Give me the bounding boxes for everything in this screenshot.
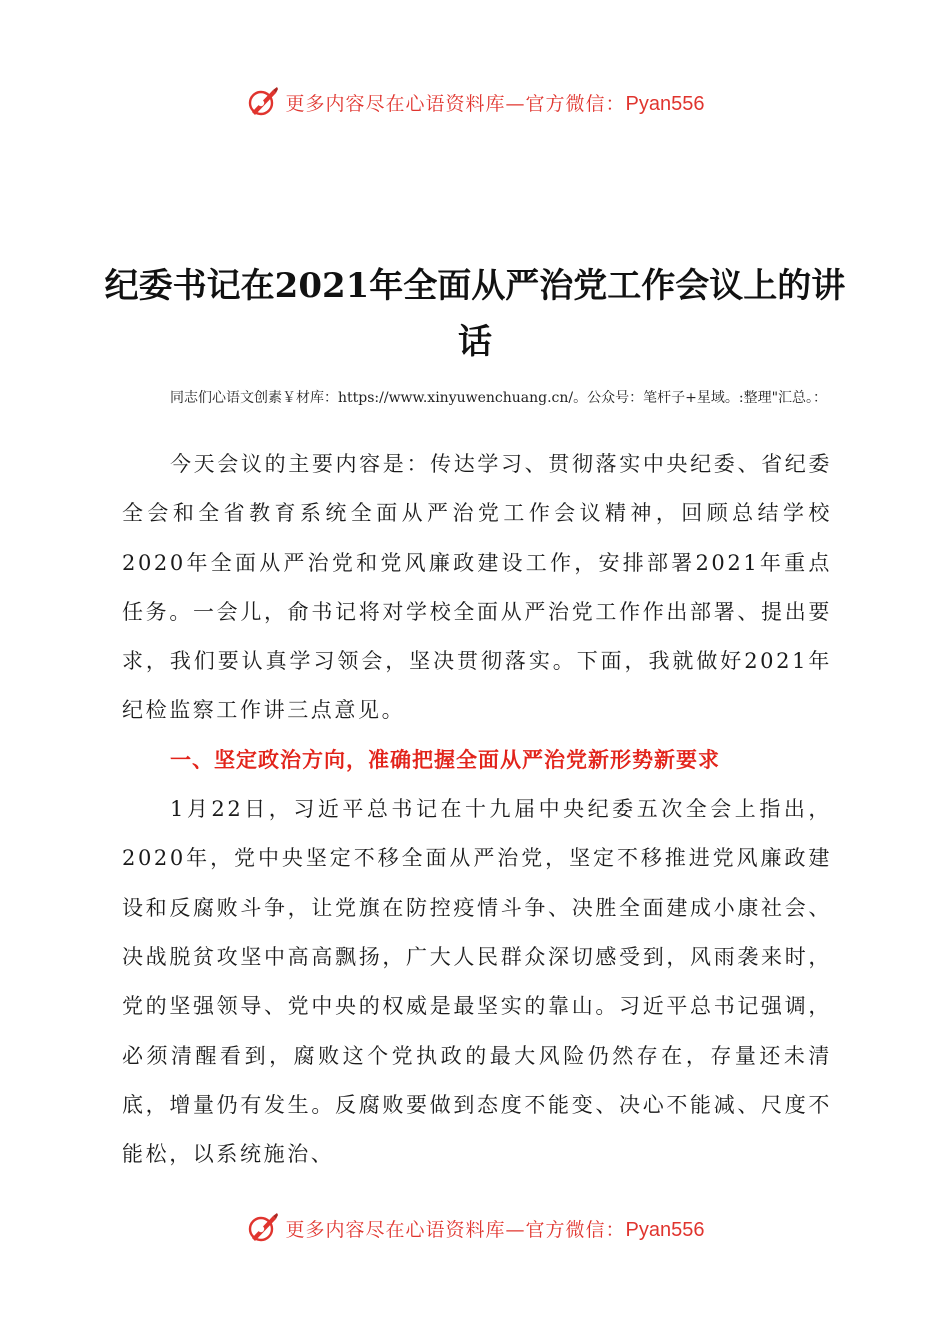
watermark-text: 更多内容尽在心语资料库—官方微信：Pyan556: [285, 1218, 705, 1241]
wechat-id: Pyan556: [625, 1218, 705, 1241]
watermark-text: 更多内容尽在心语资料库—官方微信：Pyan556: [285, 92, 705, 115]
document-title: 纪委书记在2021年全面从严治党工作会议上的讲话: [104, 266, 846, 362]
pen-logo-icon: [246, 85, 280, 119]
watermark-banner-bottom: [0, 1208, 950, 1248]
watermark-banner-top: [0, 82, 950, 122]
section-heading: 一、坚定政治方向，准确把握全面从严治党新形势新要求: [170, 747, 720, 772]
document-body: [122, 440, 832, 1179]
source-note: 同志们心语文创素￥材库：https://www.xinyuwenchuang.cn/。公众号：笔杆子+星域。:整理"汇总。：: [170, 390, 828, 406]
pen-logo-icon: [246, 1211, 280, 1245]
wechat-id: Pyan556: [625, 92, 705, 115]
body-paragraph: 今天会议的主要内容是：传达学习、贯彻落实中央纪委、省纪委全会和全省教育系统全面从严治党工作会议精神，回顾总结学校2020年全面从严治党和党风廉政建设工作，安排部署2021年重点任务。一会儿，俞书记将对学校全面从严治党工作作出部署、提出要求，我们要认真学习领会，坚决贯彻落实。下面，我就做好2021年纪检监察工作讲三点意见。: [122, 452, 832, 723]
body-paragraph: 1月22日，习近平总书记在十九届中央纪委五次全会上指出，2020年，党中央坚定不移全面从严治党，坚定不移推进党风廉政建设和反腐败斗争，让党旗在防控疫情斗争、决胜全面建成小康社会、决战脱贫攻坚中高高飘扬，广大人民群众深切感受到，风雨袭来时，党的坚强领导、党中央的权威是最坚实的靠山。习近平总书记强调，必须清醒看到，腐败这个党执政的最大风险仍然存在，存量还未清底，增量仍有发生。反腐败要做到态度不能变、决心不能减、尺度不能松，以系统施治、: [122, 797, 832, 1167]
